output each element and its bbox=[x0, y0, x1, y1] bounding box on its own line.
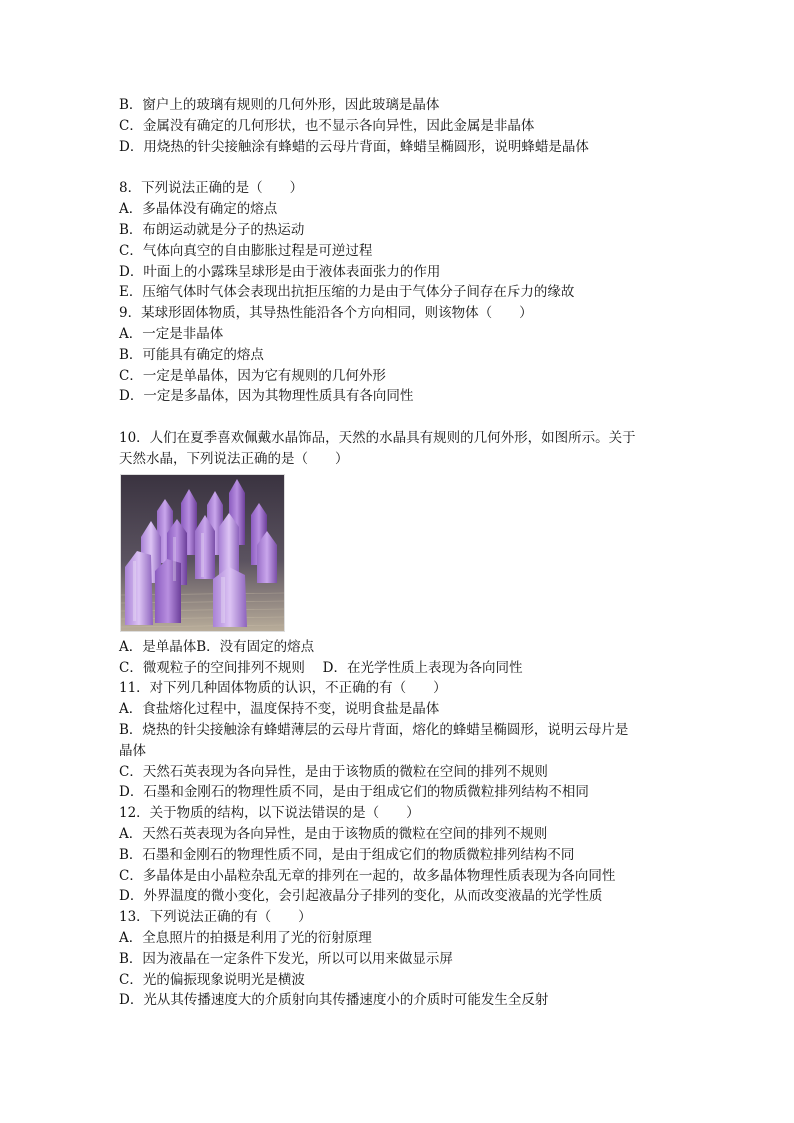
q8-option-a: A．多晶体没有确定的熔点 bbox=[119, 201, 278, 218]
q13-option-d: D．光从其传播速度大的介质射向其传播速度小的介质时可能发生全反射 bbox=[119, 992, 549, 1009]
q13-option-b: B．因为液晶在一定条件下发光，所以可以用来做显示屏 bbox=[119, 950, 453, 967]
q12-option-a: A．天然石英表现为各向异性，是由于该物质的微粒在空间的排列不规则 bbox=[119, 825, 548, 842]
q9-option-a: A．一定是非晶体 bbox=[119, 325, 224, 342]
q9-option-b: B．可能具有确定的熔点 bbox=[119, 346, 264, 363]
q10-stem-line1: 10．人们在夏季喜欢佩戴水晶饰品，天然的水晶具有规则的几何外形，如图所示。关于 bbox=[119, 430, 636, 447]
q11-option-c: C．天然石英表现为各向异性，是由于该物质的微粒在空间的排列不规则 bbox=[119, 763, 548, 780]
q9-option-c: C．一定是单晶体，因为它有规则的几何外形 bbox=[119, 367, 386, 384]
q11-option-d: D．石墨和金刚石的物理性质不同，是由于组成它们的物质微粒排列结构不相同 bbox=[119, 784, 589, 801]
spacer bbox=[119, 407, 679, 428]
q10-option-ab: A．是单晶体B．没有固定的熔点 bbox=[119, 638, 315, 655]
q8-option-e: E．压缩气体时气体会表现出抗拒压缩的力是由于气体分子间存在斥力的缘故 bbox=[119, 284, 575, 301]
q11-option-a: A．食盐熔化过程中，温度保持不变，说明食盐是晶体 bbox=[119, 701, 440, 718]
q10-option-cd: C．微观粒子的空间排列不规则 D．在光学性质上表现为各向同性 bbox=[119, 659, 523, 676]
q8-option-c: C．气体向真空的自由膨胀过程是可逆过程 bbox=[119, 242, 373, 259]
q13-option-a: A．全息照片的拍摄是利用了光的衍射原理 bbox=[119, 929, 372, 946]
q12-option-b: B．石墨和金刚石的物理性质不同，是由于组成它们的物质微粒排列结构不同 bbox=[119, 846, 575, 863]
q8-stem: 8．下列说法正确的是（ ） bbox=[119, 180, 304, 197]
q12-option-d: D．外界温度的微小变化，会引起液晶分子排列的变化，从而改变液晶的光学性质 bbox=[119, 888, 603, 905]
spacer bbox=[119, 157, 679, 178]
q9-stem: 9．某球形固体物质，其导热性能沿各个方向相同，则该物体（ ） bbox=[119, 305, 533, 322]
q9-option-d: D．一定是多晶体，因为其物理性质具有各向同性 bbox=[119, 388, 414, 405]
q10-stem-line2: 天然水晶，下列说法正确的是（ ） bbox=[119, 450, 349, 467]
question-column bbox=[119, 95, 679, 1011]
q7-option-c: C．金属没有确定的几何形状，也不显示各向异性，因此金属是非晶体 bbox=[119, 117, 535, 134]
q11-option-b: B．烧热的针尖接触涂有蜂蜡薄层的云母片背面，熔化的蜂蜡呈椭圆形，说明云母片是 bbox=[119, 721, 629, 738]
q12-stem: 12．关于物质的结构，以下说法错误的是（ ） bbox=[119, 805, 420, 822]
amethyst-crystal-photo bbox=[120, 474, 285, 632]
q7-option-d: D．用烧热的针尖接触涂有蜂蜡的云母片背面，蜂蜡呈椭圆形，说明蜂蜡是晶体 bbox=[119, 138, 589, 155]
q13-stem: 13．下列说法正确的有（ ） bbox=[119, 909, 312, 926]
q8-option-d: D．叶面上的小露珠呈球形是由于液体表面张力的作用 bbox=[119, 263, 441, 280]
q12-option-c: C．多晶体是由小晶粒杂乱无章的排列在一起的，故多晶体物理性质表现为各向同性 bbox=[119, 867, 616, 884]
q7-option-b: B．窗户上的玻璃有规则的几何外形，因此玻璃是晶体 bbox=[119, 97, 440, 113]
q11-stem: 11．对下列几种固体物质的认识，不正确的有（ ） bbox=[119, 680, 447, 697]
q13-option-c: C．光的偏振现象说明光是横波 bbox=[119, 971, 305, 988]
q8-option-b: B．布朗运动就是分子的热运动 bbox=[119, 221, 305, 238]
q11-option-b-cont: 晶体 bbox=[119, 742, 146, 759]
